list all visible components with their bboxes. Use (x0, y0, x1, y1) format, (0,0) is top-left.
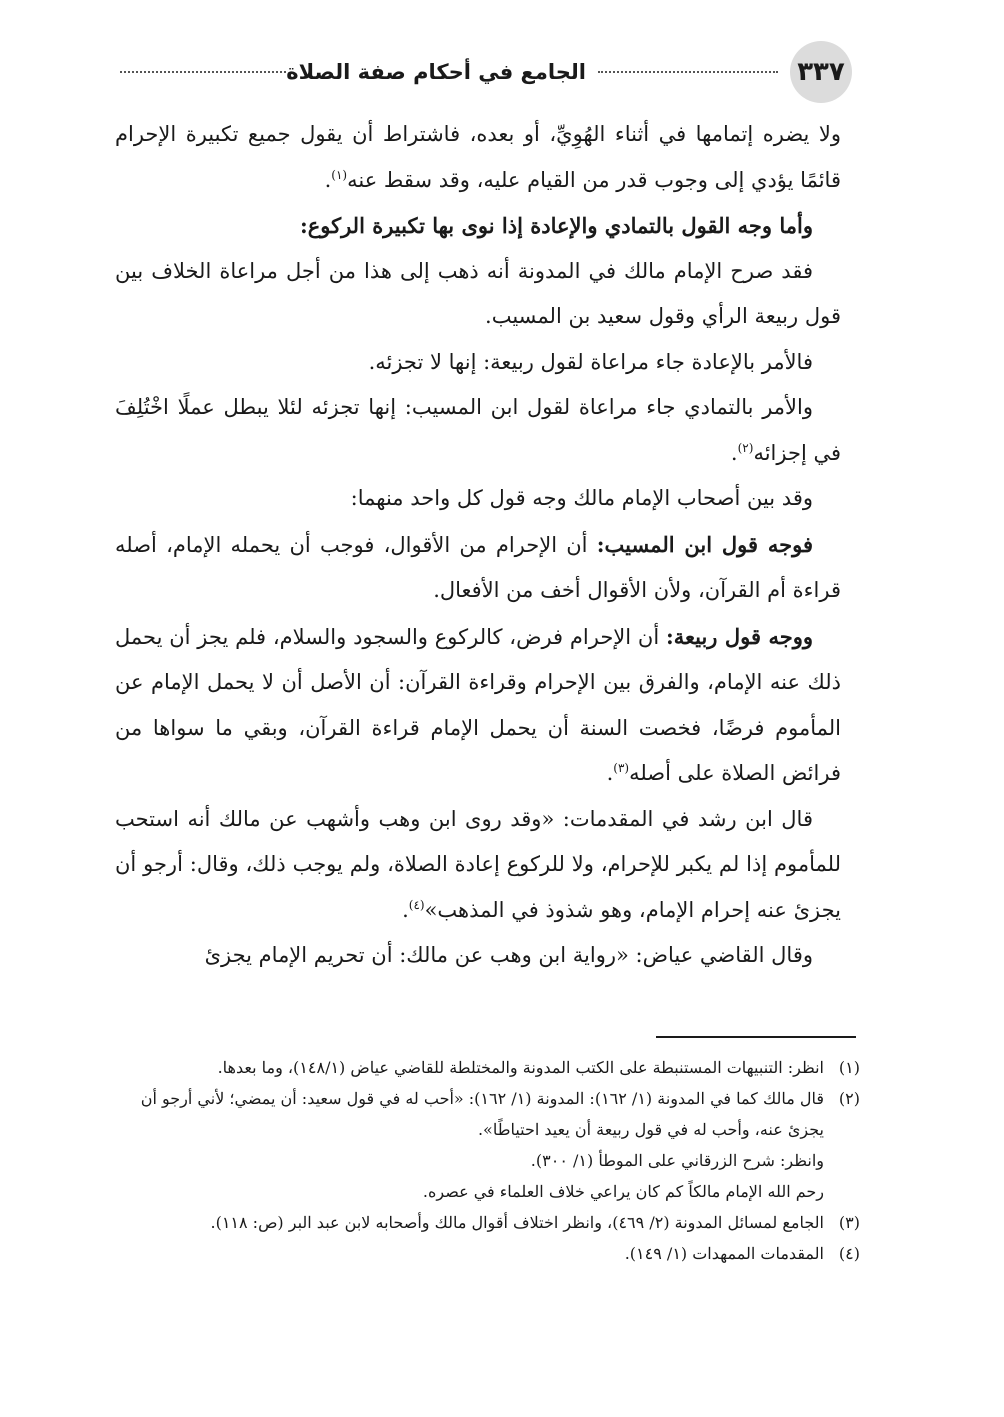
footnote-text: انظر: التنبيهات المستنبطة على الكتب المدونة والمختلطة للقاضي عياض (١٤٨/١)، وما بعدها. (217, 1058, 824, 1077)
footnote-ref: (٤) (408, 897, 425, 912)
paragraph: ووجه قول ربيعة: أن الإحرام فرض، كالركوع والسجود والسلام، فلم يجز أن يحمل ذلك عنه الإمام، والفرق بين الإحرام وقراءة القرآن: أن الأصل أن لا يحمل الإمام عن المأموم فرضًا، فخصت السنة أن يحمل الإمام قراءة القرآن، وبقي ما سواها من فرائض الصلاة على أصله$^{(٣)}$. (115, 623, 841, 785)
footnote-number: (٤) (838, 1244, 860, 1263)
footnote-text: قال مالك كما في المدونة (١/ ١٦٢): المدونة (١/ ١٦٢): «أحب له في قول سعيد: أن يمضي؛ لأني أرجو أن يجزئ عنه، وأحب له في قول ربيعة أن يعيد احتياطًا». (140, 1089, 824, 1139)
header-dotted-rule-left (120, 71, 286, 73)
footnote-number: (٣) (838, 1213, 860, 1232)
bold-lead: ووجه قول ربيعة: (665, 623, 813, 649)
main-text (115, 112, 841, 979)
paragraph: فقد صرح الإمام مالك في المدونة أنه ذهب إلى هذا من أجل مراعاة الخلاف بين قول ربيعة الرأي وقول سعيد بن المسيب. (115, 258, 841, 328)
footnote-ref: (٣) (613, 761, 630, 775)
footnote-separator (656, 1036, 856, 1038)
paragraph: فوجه قول ابن المسيب: أن الإحرام من الأقوال، فوجب أن يحمله الإمام، أصله قراءة أم القرآن، ولأن الأقوال أخف من الأفعال. (115, 531, 841, 602)
paragraph: وقد بين أصحاب الإمام مالك وجه قول كل واحد منهما: (350, 486, 813, 510)
running-title: الجامع في أحكام صفة الصلاة (286, 60, 586, 84)
footnote-ref: (١) (331, 167, 348, 182)
header-dotted-rule-right (598, 71, 778, 73)
footnote-ref: (٢) (737, 440, 754, 455)
paragraph: والأمر بالتمادي جاء مراعاة لقول ابن المسيب: إنها تجزئه لئلا يبطل عملًا اخْتُلِفَ في إجزائه$^{(٢)}$. (115, 395, 841, 465)
paragraph: ولا يضره إتمامها في أثناء الهُوِيِّ، أو بعده، فاشتراط أن يقول جميع تكبيرة الإحرام قائمًا يؤدي إلى وجوب قدر من القيام عليه، وقد سقط عنه$^{(١)}$. (115, 122, 841, 192)
footnotes (115, 1052, 860, 1269)
footnote-text: الجامع لمسائل المدونة (٢/ ٤٦٩)، وانظر اختلاف أقوال مالك وأصحابه لابن عبد البر (ص: ١١٨). (210, 1213, 824, 1232)
footnote-number: (٢) (838, 1089, 860, 1108)
bold-lead: فوجه قول ابن المسيب: (596, 531, 814, 557)
paragraph: فالأمر بالإعادة جاء مراعاة لقول ربيعة: إنها لا تجزئه. (368, 349, 813, 374)
page-number: ٣٣٧ (790, 41, 852, 103)
footnote (115, 1052, 860, 1083)
footnote-number: (١) (838, 1058, 860, 1077)
footnote (115, 1238, 860, 1269)
footnote (115, 1207, 860, 1238)
paragraph: قال ابن رشد في المقدمات: «وقد روى ابن وهب وأشهب عن مالك أنه استحب للمأموم إذا لم يكبر للإحرام، ولا للركوع إعادة الصلاة، ولم يوجب ذلك، وقال: أرجو أن يجزئ عنه إحرام الإمام، وهو شذوذ في المذهب»$^{(٤)}$. (115, 806, 841, 922)
footnote-text: وانظر: شرح الزرقاني على الموطأ (١/ ٣٠٠). (530, 1151, 824, 1170)
page-header (108, 42, 850, 102)
paragraph: وقال القاضي عياض: «رواية ابن وهب عن مالك: أن تحريم الإمام يجزئ (204, 943, 813, 967)
footnote-text: رحم الله الإمام مالكاً كم كان يراعي خلاف العلماء في عصره. (422, 1182, 824, 1201)
section-heading: وأما وجه القول بالتمادي والإعادة إذا نوى بها تكبيرة الركوع: (299, 213, 813, 238)
footnote (115, 1083, 860, 1145)
footnote-text: المقدمات الممهدات (١/ ١٤٩). (624, 1244, 824, 1263)
